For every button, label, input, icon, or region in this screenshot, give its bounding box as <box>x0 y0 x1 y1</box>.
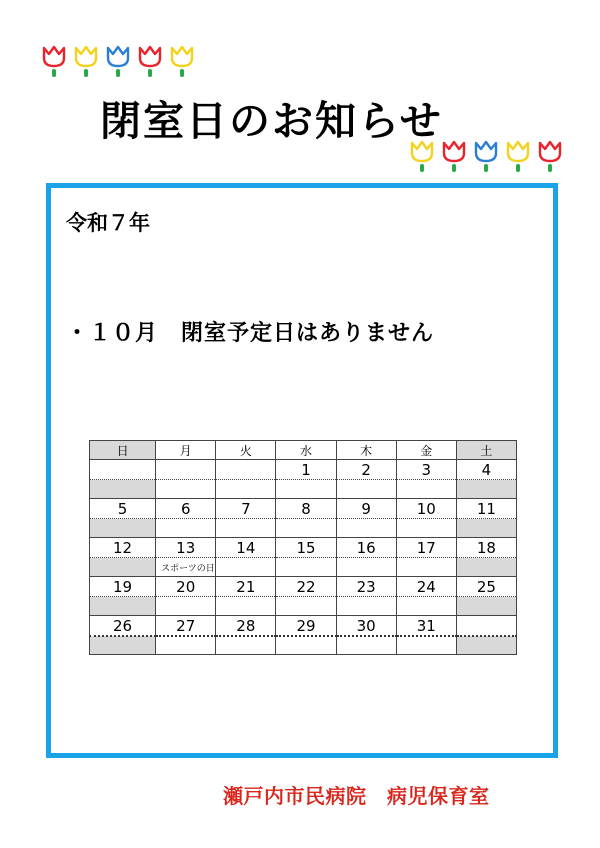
calendar-body <box>90 460 517 655</box>
day-cell: 24 <box>396 577 456 597</box>
day-note-cell <box>156 636 216 655</box>
day-cell: 11 <box>456 499 516 519</box>
day-note-cell <box>396 636 456 655</box>
day-note-cell <box>396 558 456 577</box>
day-cell <box>156 460 216 480</box>
day-cell: 20 <box>156 577 216 597</box>
tulip-icon <box>72 44 100 80</box>
tulip-icon <box>40 44 68 80</box>
week-row <box>90 460 517 480</box>
day-note-cell <box>336 636 396 655</box>
day-cell: 30 <box>336 616 396 636</box>
day-note-cell <box>90 597 156 616</box>
day-note-cell <box>90 519 156 538</box>
day-note-cell <box>276 636 336 655</box>
day-note-cell <box>156 480 216 499</box>
week-row <box>90 499 517 519</box>
day-note-cell <box>456 597 516 616</box>
day-note-cell <box>456 480 516 499</box>
day-note-cell <box>456 558 516 577</box>
day-cell <box>456 616 516 636</box>
day-note-cell <box>90 480 156 499</box>
day-cell: 6 <box>156 499 216 519</box>
weekday-header-row <box>90 441 517 460</box>
day-cell: 25 <box>456 577 516 597</box>
day-note-cell <box>336 558 396 577</box>
footer-organization: 瀬戸内市民病院 病児保育室 <box>223 784 490 808</box>
day-cell: 28 <box>216 616 276 636</box>
october-calendar <box>89 440 517 655</box>
weekday-sat: 土 <box>456 441 516 460</box>
day-cell <box>216 460 276 480</box>
day-cell: 31 <box>396 616 456 636</box>
day-note-cell <box>276 519 336 538</box>
day-cell <box>90 460 156 480</box>
day-cell: 7 <box>216 499 276 519</box>
weekday-tue: 火 <box>216 441 276 460</box>
day-note-cell <box>276 558 336 577</box>
day-note-cell <box>90 636 156 655</box>
day-cell: 15 <box>276 538 336 558</box>
day-cell: 5 <box>90 499 156 519</box>
day-cell: 10 <box>396 499 456 519</box>
weekday-fri: 金 <box>396 441 456 460</box>
day-cell: 26 <box>90 616 156 636</box>
day-cell: 27 <box>156 616 216 636</box>
day-cell: 2 <box>336 460 396 480</box>
day-note-cell <box>156 519 216 538</box>
day-note-cell <box>456 636 516 655</box>
week-note-row <box>90 519 517 538</box>
page-title: 閉室日のお知らせ <box>100 97 443 145</box>
weekday-mon: 月 <box>156 441 216 460</box>
week-note-row <box>90 480 517 499</box>
day-note-cell <box>216 519 276 538</box>
day-cell: 13 <box>156 538 216 558</box>
day-cell: 9 <box>336 499 396 519</box>
week-note-row <box>90 597 517 616</box>
weekday-thu: 木 <box>336 441 396 460</box>
day-note-cell: スポーツの日 <box>156 558 216 577</box>
day-note-cell <box>396 597 456 616</box>
day-cell: 17 <box>396 538 456 558</box>
day-note-cell <box>276 480 336 499</box>
day-note-cell <box>90 558 156 577</box>
day-note-cell <box>276 597 336 616</box>
week-row <box>90 577 517 597</box>
day-note-cell <box>336 519 396 538</box>
day-note-cell <box>156 597 216 616</box>
week-note-row <box>90 558 517 577</box>
day-cell: 23 <box>336 577 396 597</box>
week-row <box>90 616 517 636</box>
day-note-cell <box>456 519 516 538</box>
day-cell: 14 <box>216 538 276 558</box>
day-cell: 12 <box>90 538 156 558</box>
day-note-cell <box>336 480 396 499</box>
day-cell: 16 <box>336 538 396 558</box>
day-cell: 8 <box>276 499 336 519</box>
day-cell: 22 <box>276 577 336 597</box>
day-cell: 3 <box>396 460 456 480</box>
tulip-row-top <box>40 44 196 80</box>
day-cell: 18 <box>456 538 516 558</box>
tulip-icon <box>136 44 164 80</box>
day-note-cell <box>336 597 396 616</box>
day-note-cell <box>216 636 276 655</box>
week-row <box>90 538 517 558</box>
day-cell: 21 <box>216 577 276 597</box>
day-cell: 19 <box>90 577 156 597</box>
weekday-sun: 日 <box>90 441 156 460</box>
day-cell: 29 <box>276 616 336 636</box>
weekday-wed: 水 <box>276 441 336 460</box>
year-label: 令和７年 <box>66 211 150 235</box>
tulip-icon <box>536 139 564 175</box>
day-note-cell <box>396 480 456 499</box>
closure-notice: ・１０月 閉室予定日はありません <box>66 321 435 346</box>
day-cell: 1 <box>276 460 336 480</box>
day-cell: 4 <box>456 460 516 480</box>
tulip-icon <box>104 44 132 80</box>
day-note-cell <box>216 597 276 616</box>
day-note-cell <box>216 480 276 499</box>
day-note-cell <box>396 519 456 538</box>
week-note-row <box>90 636 517 655</box>
day-note-cell <box>216 558 276 577</box>
tulip-icon <box>168 44 196 80</box>
